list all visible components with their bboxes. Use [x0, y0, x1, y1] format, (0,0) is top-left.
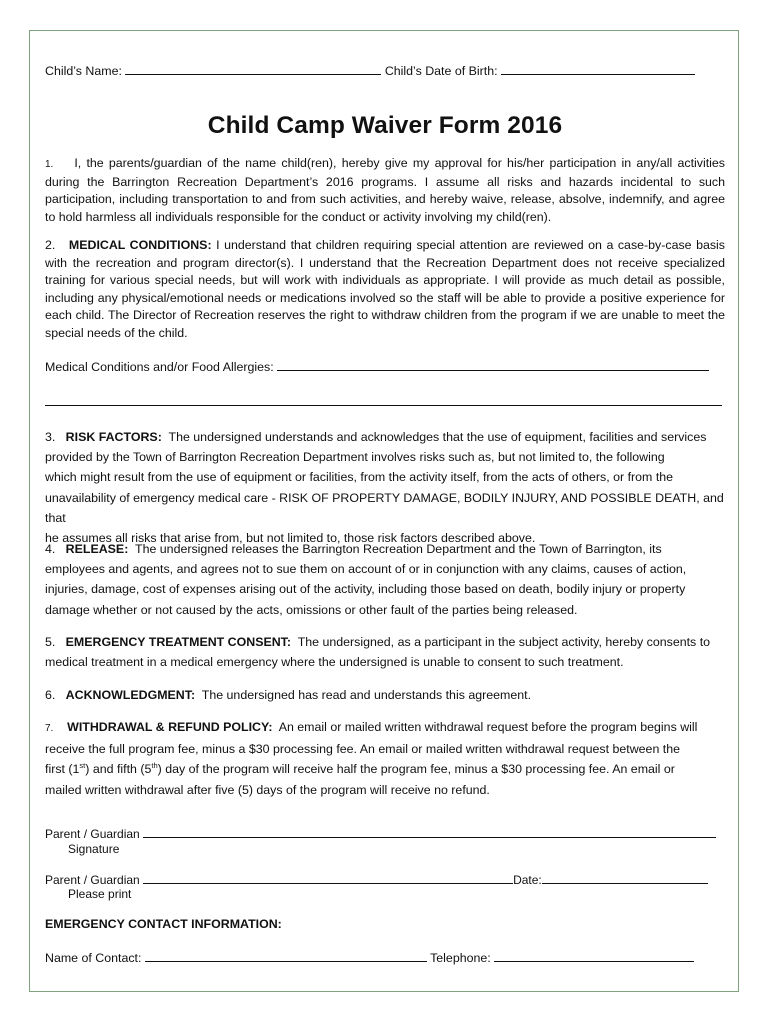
section-4-text: The undersigned releases the Barrington Recreation Department and the Town of Barrington, its [135, 542, 662, 556]
section-2-heading: MEDICAL CONDITIONS: [68, 238, 212, 252]
guardian-signature-field[interactable] [143, 825, 716, 838]
section-7-line-4: mailed written withdrawal after five (5) days of the program will receive no refund. [45, 782, 490, 797]
section-3-line-3: which might result from the use of equipment or facilities, from the activity itself, from the acts of others, or from the [45, 470, 674, 485]
section-3-text: The undersigned understands and acknowledges that the use of equipment, facilities and services [168, 430, 707, 444]
section-1-text: I, the parents/guardian of the name child(ren), hereby give my approval for his/her participation in any/all activities during the Barrington Recreation Department’s 2016 programs. I assume all risks and hazards incidental to such participation, including transportation to and from such activities, and hereby waive, release, absolve, indemnify, and agree to hold harmless all individuals responsible for the conduct or activity involving my child(ren). [45, 156, 725, 224]
medical-conditions-field[interactable] [277, 358, 709, 371]
date-field[interactable] [542, 871, 708, 884]
section-3-heading: RISK FACTORS: [65, 430, 162, 444]
section-5-number: 5. [45, 635, 56, 649]
section-6-text: The undersigned has read and understands this agreement. [201, 688, 532, 702]
section-6 [45, 685, 725, 705]
section-4-line-3: injuries, damage, cost of expenses arising out of the activity, including those based on death, bodily injury or property [45, 582, 686, 597]
contact-name-field[interactable] [145, 949, 427, 962]
child-dob-field[interactable] [501, 62, 695, 75]
section-6-heading: ACKNOWLEDGMENT: [65, 688, 196, 702]
section-7 [45, 717, 725, 800]
emergency-contact-row [45, 949, 725, 968]
section-3-line-5: he assumes all risks that arise from, but not limited to, those risk factors described above. [45, 531, 536, 546]
section-7-number: 7. [45, 723, 54, 734]
section-7-line-3-part-b: ) and fifth (5 [85, 762, 152, 777]
emergency-heading: EMERGENCY CONTACT INFORMATION: [45, 917, 282, 931]
section-4-line-1 [45, 539, 725, 559]
section-4-line-2: employees and agents, and agrees not to sue them on account of or in conjunction with any claims, causes of action, [45, 562, 687, 577]
section-3-line-1 [45, 427, 725, 447]
print-sublabel: Please print [68, 887, 132, 901]
section-4-number: 4. [45, 542, 56, 556]
section-7-line-3-part-a: first (1 [45, 762, 80, 777]
section-7-heading: WITHDRAWAL & REFUND POLICY: [67, 720, 273, 734]
date-label: Date: [513, 873, 542, 887]
medical-conditions-row [45, 358, 725, 377]
section-4-line-4: damage whether or not caused by the acts, omissions or other fault of the parties being released. [45, 602, 578, 617]
signature-sublabel: Signature [68, 842, 120, 856]
section-7-line-1 [45, 717, 725, 739]
section-2 [45, 237, 725, 342]
section-7-line-2: receive the full program fee, minus a $30 processing fee. An email or mailed written withdrawal request between the [45, 742, 681, 757]
section-3-line-4: unavailability of emergency medical care - RISK OF PROPERTY DAMAGE, BODILY INJURY, AND POSSIBLE DEATH, and that [45, 490, 724, 525]
contact-name-label: Name of Contact: [45, 951, 142, 965]
section-2-text: I understand that children requiring special attention are reviewed on a case-by-case basis with the recreation and program director(s). I understand that the Recreation Department does not receive specialized training for various special needs, but will work with individuals as appropriate. I will provide as much detail as possible, including any physical/emotional needs or medications involved so the staff will be able to provide a positive experience for each child. The Director of Recreation reserves the right to withdraw children from the program if we are unable to meet the special needs of the child. [45, 238, 725, 340]
telephone-field[interactable] [494, 949, 694, 962]
section-3 [45, 427, 725, 548]
section-5-line-1 [45, 632, 725, 652]
section-4-heading: RELEASE: [65, 542, 129, 556]
section-2-number: 2. [45, 238, 56, 252]
page-title: Child Camp Waiver Form 2016 [207, 112, 563, 139]
child-dob-label: Child’s Date of Birth: [384, 64, 498, 78]
section-3-number: 3. [45, 430, 56, 444]
section-5-line-2: medical treatment in a medical emergency where the undersigned is unable to consent to such treatment. [45, 655, 624, 670]
section-1-number: 1. [45, 159, 54, 170]
ordinal-suffix-th: th [151, 761, 158, 771]
child-name-field[interactable] [125, 62, 381, 75]
section-5-heading: EMERGENCY TREATMENT CONSENT: [65, 635, 292, 649]
section-7-line-3 [45, 759, 725, 779]
section-6-number: 6. [45, 688, 56, 702]
telephone-label: Telephone: [430, 951, 491, 965]
medical-conditions-label: Medical Conditions and/or Food Allergies: [45, 360, 274, 374]
guardian-label: Parent / Guardian [45, 827, 140, 841]
section-3-line-2: provided by the Town of Barrington Recreation Department involves risks such as, but not limited to, the following [45, 450, 665, 465]
ordinal-suffix-st: st [79, 761, 86, 771]
child-name-label: Child’s Name: [45, 64, 122, 78]
section-4 [45, 539, 725, 620]
section-5-text: The undersigned, as a participant in the subject activity, hereby consents to [297, 635, 711, 649]
medical-conditions-extra-line[interactable] [45, 405, 722, 406]
child-info-row [45, 62, 725, 81]
section-7-line-3-part-c: ) day of the program will receive half the program fee, minus a $30 processing fee. An email or [157, 762, 675, 777]
section-1 [45, 155, 725, 226]
guardian-print-label: Parent / Guardian [45, 873, 140, 887]
section-7-text: An email or mailed written withdrawal request before the program begins will [278, 720, 698, 734]
guardian-print-field[interactable] [143, 871, 513, 884]
section-5 [45, 632, 725, 672]
